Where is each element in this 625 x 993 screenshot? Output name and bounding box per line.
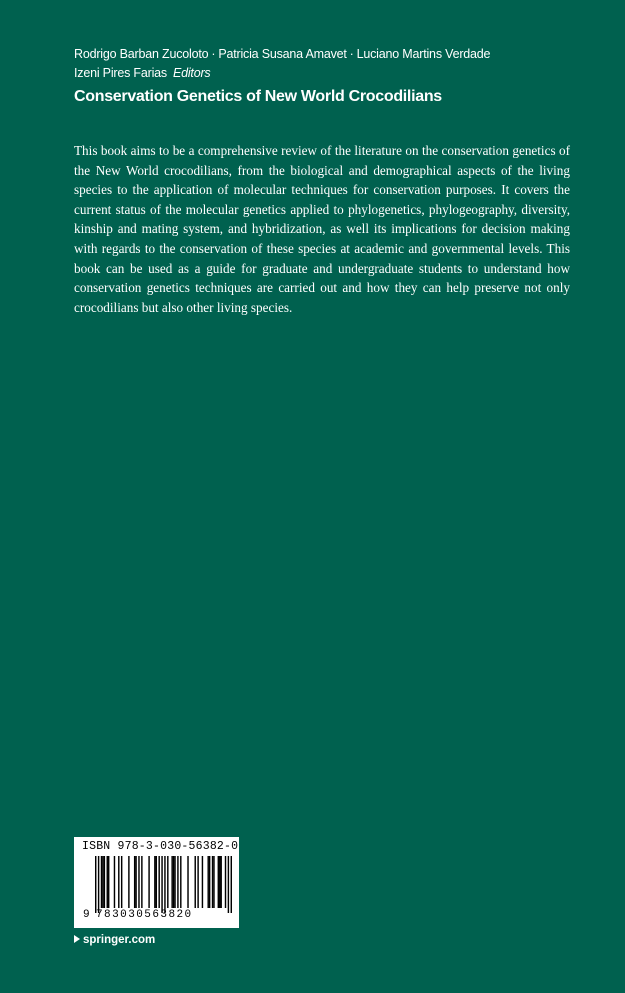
barcode-bar — [231, 856, 232, 913]
barcode-bar — [220, 856, 221, 908]
name-separator: · — [349, 47, 354, 61]
barcode-bar — [202, 856, 203, 908]
barcode-bar — [167, 856, 168, 908]
barcode-bar — [141, 856, 142, 908]
ean-leading-digit: 9 — [83, 909, 90, 921]
barcode-bar — [98, 856, 99, 913]
barcode-bar — [218, 856, 219, 908]
publisher-link[interactable] — [74, 932, 155, 948]
barcode-icon — [95, 856, 232, 913]
barcode-bar — [114, 856, 115, 908]
book-description: This book aims to be a comprehensive review of the literature on the conservation genetics of the New World crocodilians, from the biological and demographical aspects of the living species to the application of molecular techniques for conservation purposes. It covers the current status of the molecular genetics applied to phylogenetics, phylogeography, diversity, kinship and mating system, and hybridization, as well its implications for decision making with regards to the conservation of these species at academic and governmental levels. This book can be used as a guide for graduate and undergraduate students to understand how conservation genetics techniques are carried out and how they can help preserve not only crocodilians but also other living species. — [74, 143, 570, 315]
publisher-url: springer.com — [83, 934, 156, 946]
isbn-barcode-label — [74, 837, 239, 928]
editor-name: Izeni Pires Farias — [74, 66, 167, 80]
barcode-bar — [174, 856, 175, 908]
name-separator: · — [211, 47, 216, 61]
editors-line-2 — [74, 64, 574, 83]
ean-digits: 783030563820 — [96, 909, 193, 921]
barcode-bar — [171, 856, 172, 908]
barcode-bar — [161, 856, 162, 913]
barcode-bar — [164, 856, 165, 913]
editors-block — [74, 45, 574, 83]
barcode-bar — [158, 856, 159, 908]
barcode-bar — [209, 856, 210, 908]
barcode-bar — [177, 856, 178, 908]
barcode-bar — [219, 856, 220, 908]
barcode-bar — [134, 856, 135, 908]
barcode-bar — [195, 856, 196, 908]
barcode-bar — [225, 856, 226, 908]
barcode-bar — [180, 856, 181, 908]
barcode-bar — [128, 856, 129, 908]
barcode-bar — [212, 856, 213, 908]
barcode-bar — [207, 856, 208, 908]
editor-name: Patricia Susana Amavet — [218, 47, 347, 61]
isbn-number: ISBN 978-3-030-56382-0 — [82, 840, 239, 853]
barcode-bar — [118, 856, 119, 908]
barcode-bar — [156, 856, 157, 908]
barcode-bar — [187, 856, 188, 908]
editors-line-1 — [74, 45, 574, 64]
barcode-bar — [148, 856, 149, 908]
book-title: Conservation Genetics of New World Crocodilians — [74, 88, 442, 105]
barcode-bar — [173, 856, 174, 908]
editor-name: Rodrigo Barban Zucoloto — [74, 47, 209, 61]
barcode-bar — [121, 856, 122, 908]
barcode-bar — [213, 856, 214, 908]
barcode-bar — [135, 856, 136, 908]
barcode-bar — [154, 856, 155, 908]
barcode-bar — [138, 856, 139, 908]
barcode-bar — [228, 856, 229, 913]
barcode-bar — [102, 856, 103, 908]
editor-name: Luciano Martins Verdade — [356, 47, 491, 61]
barcode-bar — [108, 856, 109, 908]
arrow-right-icon — [74, 935, 80, 943]
barcode-bar — [104, 856, 105, 908]
barcode-bar — [197, 856, 198, 908]
editors-role-label: Editors — [172, 66, 211, 80]
barcode-bar — [107, 856, 108, 908]
barcode-bar — [95, 856, 96, 913]
barcode-bar — [101, 856, 102, 908]
